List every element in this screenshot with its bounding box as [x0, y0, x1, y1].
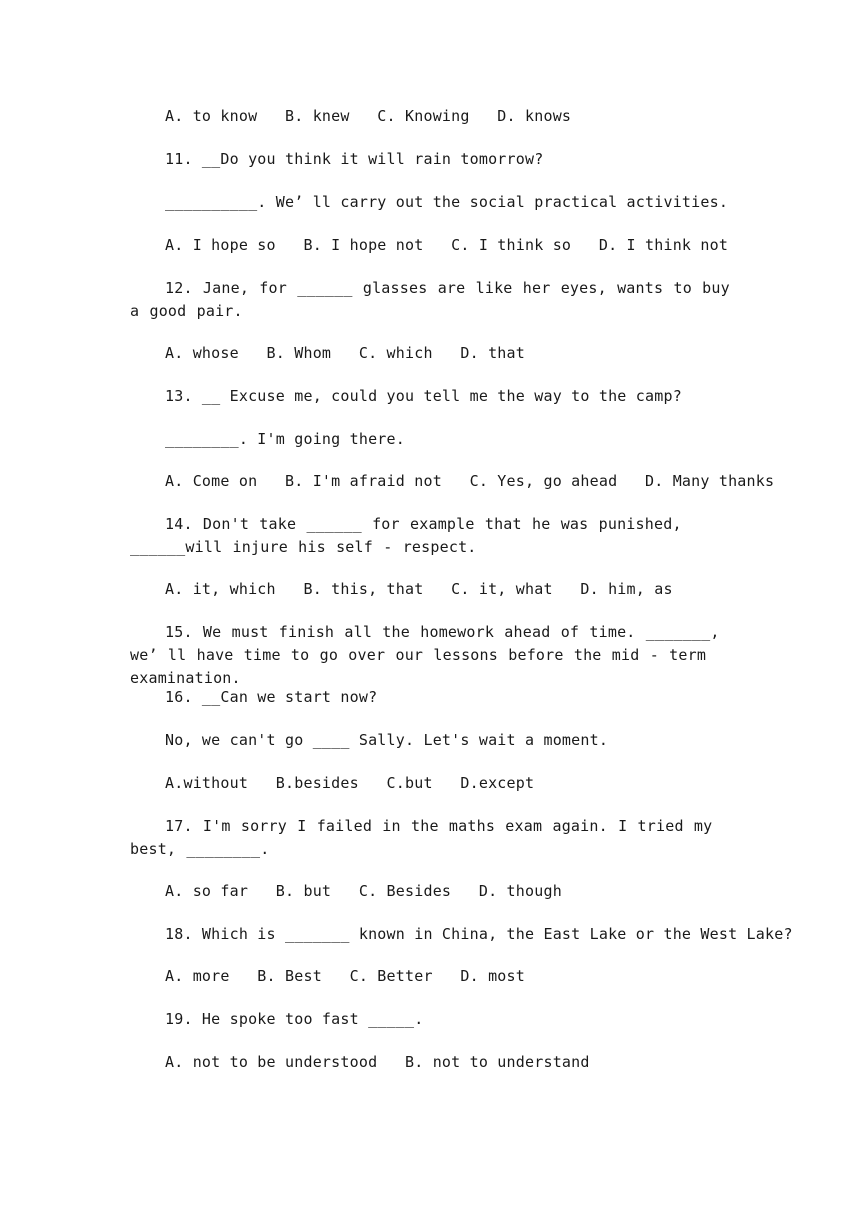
q10-options: A. to know B. knew C. Knowing D. knows: [165, 107, 572, 125]
q12-options: A. whose B. Whom C. which D. that: [165, 344, 525, 362]
q11-question: 11. __Do you think it will rain tomorrow?: [165, 150, 544, 168]
q15-question: 15. We must finish all the homework ahead of time. _______, we’ ll have time to go over our lessons before the mid - term examination.: [130, 623, 720, 687]
q16-options: A.without B.besides C.but D.except: [165, 774, 535, 792]
q18-question: 18. Which is _______ known in China, the East Lake or the West Lake?: [165, 925, 793, 943]
q18-options: A. more B. Best C. Better D. most: [165, 967, 525, 985]
q12-question: 12. Jane, for ______ glasses are like her eyes, wants to buy a good pair.: [130, 279, 730, 320]
q17-options: A. so far B. but C. Besides D. though: [165, 882, 562, 900]
q14-question: 14. Don't take ______ for example that he was punished, ______will injure his self - respect.: [130, 515, 682, 556]
q13-options: A. Come on B. I'm afraid not C. Yes, go ahead D. Many thanks: [165, 472, 775, 490]
q13-question: 13. __ Excuse me, could you tell me the way to the camp?: [165, 387, 682, 405]
q11-response: __________. We’ ll carry out the social practical activities.: [165, 193, 729, 211]
q19-question: 19. He spoke too fast _____.: [165, 1010, 424, 1028]
q16-response: No, we can't go ____ Sally. Let's wait a moment.: [165, 731, 609, 749]
q13-response: ________. I'm going there.: [165, 430, 405, 448]
q17-question: 17. I'm sorry I failed in the maths exam again. I tried my best, ________.: [130, 817, 713, 858]
q16-question: 16. __Can we start now?: [165, 688, 378, 706]
q11-options: A. I hope so B. I hope not C. I think so D. I think not: [165, 236, 729, 254]
q19-options: A. not to be understood B. not to understand: [165, 1053, 590, 1071]
q14-options: A. it, which B. this, that C. it, what D. him, as: [165, 580, 673, 598]
